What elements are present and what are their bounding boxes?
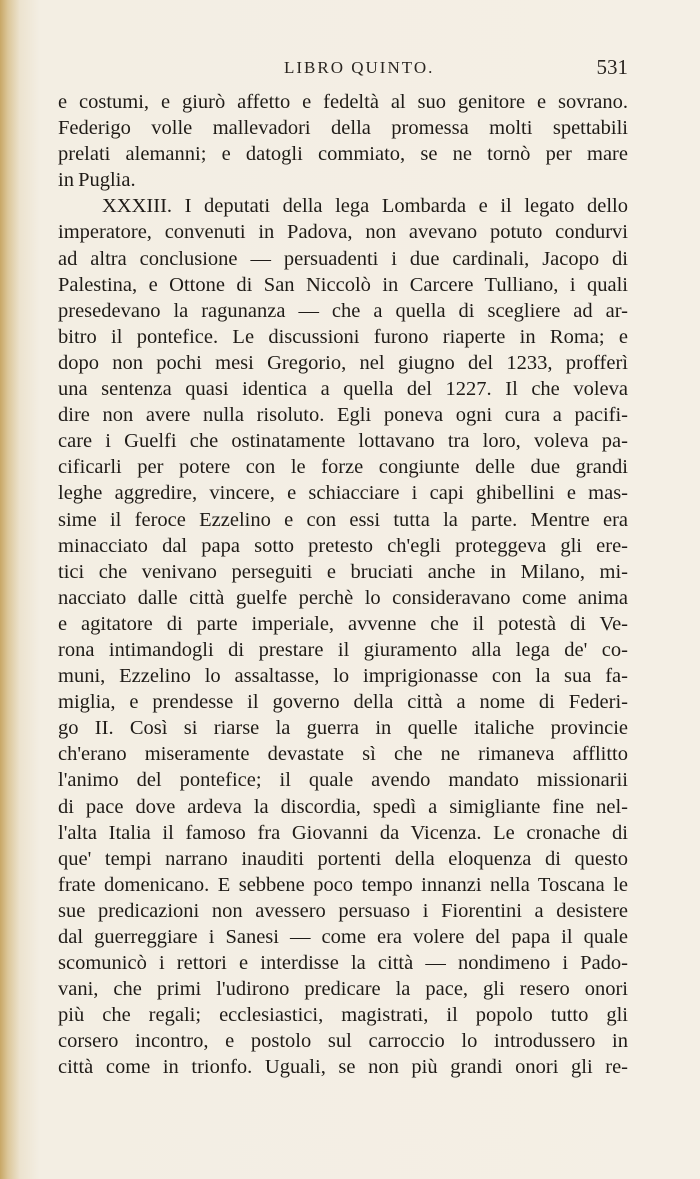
- text-line: ad altra conclusione — persuadenti i due cardinali, Jacopo di: [58, 247, 628, 270]
- text-line: muni, Ezzelino lo assaltasse, lo imprigionasse con la sua fa-: [58, 665, 628, 688]
- text-line: di pace dove ardeva la discordia, spedì a simigliante fine nel-: [58, 795, 628, 818]
- text-line: frate domenicano. E sebbene poco tempo innanzi nella Toscana le: [58, 873, 628, 896]
- text-line: Federigo volle mallevadori della promessa molti spettabili: [58, 117, 628, 140]
- text-line: nacciato dalle città guelfe perchè lo consideravano come anima: [58, 586, 628, 609]
- text-line: bitro il pontefice. Le discussioni furono riaperte in Roma; e: [58, 325, 628, 348]
- text-line: vani, che primi l'udirono predicare la pace, gli resero onori: [58, 978, 628, 1001]
- text-line: rona intimandogli di prestare il giuramento alla lega de' co-: [58, 638, 628, 661]
- text-line: prelati alemanni; e datogli commiato, se ne tornò per mare: [58, 143, 628, 166]
- text-line: minacciato dal papa sotto pretesto ch'egli proteggeva gli ere-: [58, 534, 628, 557]
- page-header: [58, 55, 628, 86]
- body-text: [58, 89, 628, 1081]
- text-line: e agitatore di parte imperiale, avvenne che il potestà di Ve-: [58, 612, 628, 635]
- text-line: presedevano la ragunanza — che a quella di scegliere ad ar-: [58, 299, 628, 322]
- text-line: l'animo del pontefice; il quale avendo mandato missionarii: [58, 769, 628, 792]
- text-line: dal guerreggiare i Sanesi — come era volere del papa il quale: [58, 926, 628, 948]
- text-line: scomunicò i rettori e interdisse la città — nondimeno i Pado-: [58, 952, 628, 975]
- section-start-line: XXXIII. I deputati della lega Lombarda e il legato dello: [102, 195, 628, 218]
- text-line: tici che venivano perseguiti e bruciati anche in Milano, mi-: [58, 560, 628, 583]
- text-line: sue predicazioni non avessero persuaso i Fiorentini a desistere: [58, 899, 628, 922]
- page-number: 531: [596, 55, 628, 79]
- text-line: corsero incontro, e postolo sul carroccio lo introdussero in: [58, 1030, 628, 1053]
- text-line: que' tempi narrano inauditi portenti della eloquenza di questo: [58, 847, 628, 870]
- text-line: l'alta Italia il famoso fra Giovanni da Vicenza. Le cronache di: [58, 821, 628, 844]
- text-line: cificarli per potere con le forze congiunte delle due grandi: [58, 456, 628, 479]
- text-line: ch'erano miseramente devastate sì che ne rimaneva afflitto: [58, 743, 628, 766]
- running-title: LIBRO QUINTO.: [284, 58, 435, 77]
- text-line: dire non avere nulla risoluto. Egli poneva ogni cura a pacifi-: [58, 404, 628, 427]
- text-line: go II. Così si riarse la guerra in quelle italiche provincie: [58, 717, 628, 740]
- text-line: una sentenza quasi identica a quella del 1227. Il che voleva: [58, 378, 628, 401]
- text-line: più che regali; ecclesiastici, magistrati, il popolo tutto gli: [58, 1004, 628, 1027]
- text-line: Palestina, e Ottone di San Niccolò in Carcere Tulliano, i quali: [58, 273, 628, 296]
- text-line: in Puglia.: [58, 169, 136, 192]
- text-line: imperatore, convenuti in Padova, non avevano potuto condurvi: [58, 221, 628, 244]
- text-line: miglia, e prendesse il governo della città a nome di Federi-: [58, 691, 628, 714]
- text-line: leghe aggredire, vincere, e schiacciare i capi ghibellini e mas-: [58, 482, 628, 505]
- text-line: e costumi, e giurò affetto e fedeltà al suo genitore e sovrano.: [58, 91, 628, 113]
- text-line: dopo non pochi mesi Gregorio, nel giugno del 1233, profferì: [58, 351, 628, 374]
- text-line: città come in trionfo. Uguali, se non più grandi onori gli re-: [58, 1056, 628, 1079]
- text-line: care i Guelfi che ostinatamente lottavano tra loro, voleva pa-: [58, 430, 628, 453]
- text-line: sime il feroce Ezzelino e con essi tutta la parte. Mentre era: [58, 508, 628, 531]
